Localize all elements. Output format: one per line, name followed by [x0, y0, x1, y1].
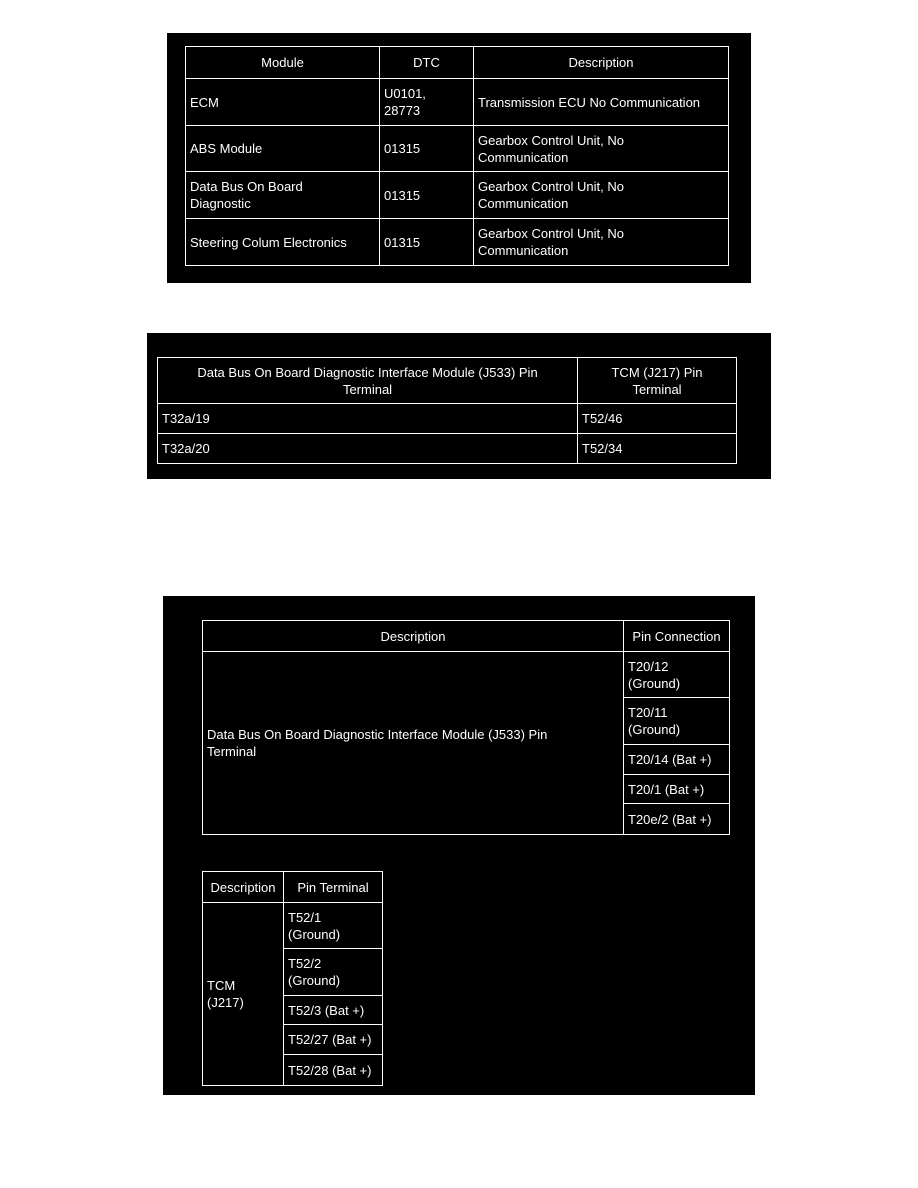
cell-description: Gearbox Control Unit, No Communication: [474, 126, 729, 172]
table-row: [158, 434, 737, 464]
table-row: [186, 79, 729, 126]
header-pin-terminal: Pin Terminal: [284, 872, 383, 903]
header-description: Description: [474, 47, 729, 79]
cell-tcm: T52/46: [578, 404, 737, 434]
cell-module: Steering Colum Electronics: [186, 219, 380, 266]
cell-dtc: U0101, 28773: [380, 79, 474, 126]
header-pin-connection: Pin Connection: [624, 621, 730, 652]
cell-description: Gearbox Control Unit, No Communication: [474, 172, 729, 219]
dtc-table: [185, 46, 729, 266]
table-row: [186, 219, 729, 266]
cell-pin: T20e/2 (Bat +): [624, 804, 730, 835]
table-row: [203, 903, 383, 949]
cell-tcm: T52/34: [578, 434, 737, 464]
header-j533: Data Bus On Board Diagnostic Interface Module (J533) Pin Terminal: [158, 358, 578, 404]
cell-description: Gearbox Control Unit, No Communication: [474, 219, 729, 266]
cell-description: Data Bus On Board Diagnostic Interface Module (J533) Pin Terminal: [203, 652, 624, 835]
header-dtc: DTC: [380, 47, 474, 79]
cell-module: Data Bus On Board Diagnostic: [186, 172, 380, 219]
cell-description: TCM (J217): [203, 903, 284, 1086]
cell-pin: T52/1 (Ground): [284, 903, 383, 949]
table-row: [186, 126, 729, 172]
cell-j533: T32a/19: [158, 404, 578, 434]
cell-dtc: 01315: [380, 126, 474, 172]
cell-pin: T20/12 (Ground): [624, 652, 730, 698]
header-tcm: TCM (J217) Pin Terminal: [578, 358, 737, 404]
header-module: Module: [186, 47, 380, 79]
cell-pin: T52/28 (Bat +): [284, 1055, 383, 1086]
cell-pin: T52/3 (Bat +): [284, 996, 383, 1025]
table-row: [158, 404, 737, 434]
table-row: [203, 652, 730, 698]
cell-pin: T52/27 (Bat +): [284, 1025, 383, 1055]
cell-j533: T32a/20: [158, 434, 578, 464]
j533-power-table: [202, 620, 730, 835]
cell-module: ABS Module: [186, 126, 380, 172]
cell-dtc: 01315: [380, 172, 474, 219]
tcm-power-table: [202, 871, 383, 1086]
header-description: Description: [203, 621, 624, 652]
cell-pin: T20/1 (Bat +): [624, 775, 730, 804]
cell-description: Transmission ECU No Communication: [474, 79, 729, 126]
cell-pin: T20/11 (Ground): [624, 698, 730, 745]
cell-module: ECM: [186, 79, 380, 126]
cell-pin: T20/14 (Bat +): [624, 745, 730, 775]
table-row: [186, 172, 729, 219]
cell-dtc: 01315: [380, 219, 474, 266]
cell-pin: T52/2 (Ground): [284, 949, 383, 996]
pin-map-table: [157, 357, 737, 464]
header-description: Description: [203, 872, 284, 903]
